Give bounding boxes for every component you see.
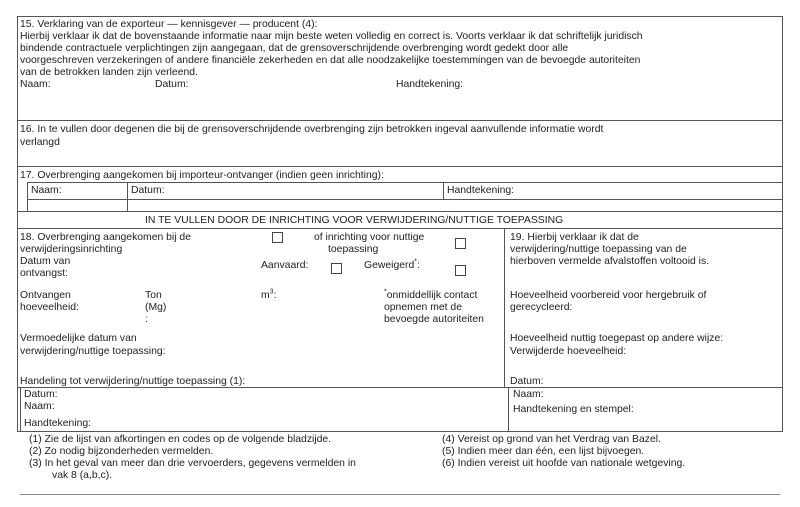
s18-ontvangen-label: Ontvangen [20,290,71,301]
divider-15-16 [17,120,783,121]
s18-contact-note: opnemen met de [384,302,462,313]
divider-17-band [17,211,783,212]
footnote: (1) Zie de lijst van afkortingen en codes op de volgende bladzijde. [29,434,332,445]
s19-declaration: hierboven vermelde afvalstoffen voltooid is. [510,256,710,267]
frame-bottom [17,431,783,432]
s19-sign-naam-label[interactable]: Naam: [513,389,544,400]
s19-datum-label[interactable]: Datum: [510,376,544,387]
s19-declaration: verwijdering/nuttige toepassing van de [510,244,687,255]
s17-title: 17. Overbrenging aangekomen bij importeur-ontvanger (indien geen inrichting): [20,170,384,181]
s18-handeling-label[interactable]: Handeling tot verwijdering/nuttige toepassing (1): [20,376,246,387]
s18-sign-naam-label[interactable]: Naam: [24,401,55,412]
s15-text-line: bindende contractuele verplichtingen zijn aangegaan, dat de grensoverschrijdende overbrenging wordt gedekt door alle [20,43,569,54]
sign-box-left [20,387,21,431]
s15-handtekening-label[interactable]: Handtekening: [396,79,464,90]
footnote: (5) Indien meer dan één, een lijst bijvoegen. [442,446,645,457]
sign-box-mid [508,387,509,431]
s18-verwijdering-checkbox[interactable] [272,232,283,243]
footnote: (2) Zo nodig bijzonderheden vermelden. [29,446,214,457]
s19-hergebruik-label: Hoeveelheid voorbereid voor hergebruik of [510,290,707,301]
footer-rule [20,494,780,495]
s17-datum-label[interactable]: Datum: [131,185,165,196]
s18-verwijdering-datum-label[interactable]: verwijdering/nuttige toepassing: [20,346,166,357]
s18-contact-note: *onmiddellijk contact [384,288,478,301]
s18-geweigerd-checkbox[interactable] [455,265,466,276]
s18-contact-note: bevoegde autoriteiten [384,314,484,325]
s19-sign-handtekening-label[interactable]: Handtekening en stempel: [513,404,634,415]
s16-text-line: 16. In te vullen door degenen die bij de grensoverschrijdende overbrenging zijn betrokken ingeval aanvullende informatie wordt [20,124,604,135]
s15-naam-label[interactable]: Naam: [20,79,51,90]
s18-datum-ontvangst-label: ontvangst: [20,268,68,279]
s18-nuttige-toepassing-checkbox[interactable] [455,238,466,249]
s18-m3-label: $m^3$: [261,288,277,301]
footnote: (3) In het geval van meer dan drie vervoerders, gegevens vermelden in [29,458,356,469]
s17-handtekening-label[interactable]: Handtekening: [447,185,515,196]
s18-or-label: of inrichting voor nuttige [314,232,425,243]
s18-ontvangen-label: hoeveelheid: [20,302,79,313]
s18-verwijdering-datum-label: Vermoedelijke datum van [20,333,137,344]
s18-geweigerd-label: Geweigerd*: [364,258,420,271]
s18-title: verwijderingsinrichting [20,244,123,255]
s18-aanvaard-label: Aanvaard: [261,260,309,271]
s19-verwijderd-label[interactable]: Verwijderde hoeveelheid: [510,346,627,357]
frame-right [782,16,783,431]
s18-sign-datum-label[interactable]: Datum: [24,389,58,400]
s18-ton-label: Ton [145,290,162,301]
s18-ton-colon: : [145,314,148,325]
s17-col1 [127,182,128,211]
section-band-heading: IN TE VULLEN DOOR DE INRICHTING VOOR VERWIJDERING/NUTTIGE TOEPASSING [145,215,564,226]
footnote: vak 8 (a,b,c). [52,470,113,481]
s17-box-top [27,182,783,183]
frame-top [17,16,783,17]
band-bottom [17,228,783,229]
s15-text-line: Hierbij verklaar ik dat de bovenstaande informatie naar mijn beste weten volledig en correct is. Voorts verklaar ik dat schriftelijk juridisch [20,31,643,42]
s18-title: 18. Overbrenging aangekomen bij de [20,232,191,243]
s19-nuttig-label[interactable]: Hoeveelheid nuttig toegepast op andere wijze: [510,333,724,344]
s18-aanvaard-checkbox[interactable] [331,263,342,274]
col-18-19 [504,228,505,387]
frame-left [17,16,18,431]
s15-text-line: voorgeschreven verzekeringen of andere financiële zekerheden en dat alle noodzakelijke toestemmingen van de bevoegde autoriteiten [20,55,641,66]
s15-text-line: van de betrokken landen zijn verleend. [20,67,198,78]
s17-box-left [27,182,28,211]
s17-col2 [443,182,444,199]
s15-datum-label[interactable]: Datum: [155,79,189,90]
s17-naam-label[interactable]: Naam: [31,185,62,196]
s19-declaration: 19. Hierbij verklaar ik dat de [510,232,639,243]
footnote: (4) Vereist op grond van het Verdrag van Bazel. [442,434,661,445]
s18-mg-label: (Mg) [145,302,167,313]
s16-text-line: verlangd [20,137,60,148]
s17-box-mid [27,199,783,200]
divider-16-17 [17,166,783,167]
s18-sign-handtekening-label[interactable]: Handtekening: [24,418,92,429]
footnote: (6) Indien vereist uit hoofde van nationale wetgeving. [442,458,686,469]
s19-hergebruik-label[interactable]: gerecycleerd: [510,302,573,313]
s18-datum-ontvangst-label[interactable]: Datum van [20,256,71,267]
s15-title: 15. Verklaring van de exporteur — kennisgever — producent (4): [20,19,318,30]
s18-or-label: toepassing [328,244,379,255]
